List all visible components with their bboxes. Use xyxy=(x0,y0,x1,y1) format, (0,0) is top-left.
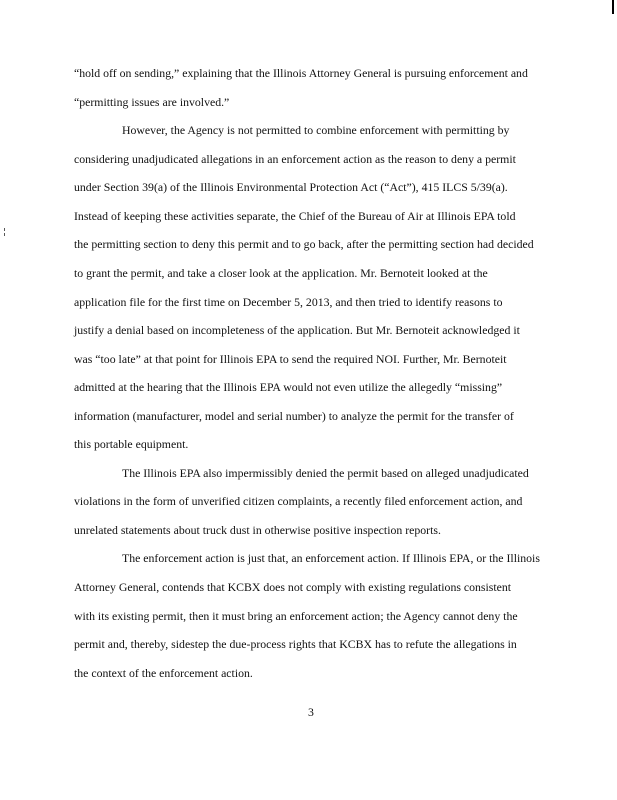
text-line: information (manufacturer, model and serial number) to analyze the permit for the transfer of xyxy=(74,409,514,423)
text-line: However, the Agency is not permitted to combine enforcement with permitting by xyxy=(122,123,510,137)
text-line: admitted at the hearing that the Illinois EPA would not even utilize the allegedly “missing” xyxy=(74,380,503,394)
text-line: unrelated statements about truck dust in otherwise positive inspection reports. xyxy=(74,523,441,537)
text-line: permit and, thereby, sidestep the due-process rights that KCBX has to refute the allegations in xyxy=(74,637,517,651)
text-line: the permitting section to deny this permit and to go back, after the permitting section had decided xyxy=(74,237,534,251)
text-line: violations in the form of unverified citizen complaints, a recently filed enforcement action, and xyxy=(74,494,523,508)
text-line: “permitting issues are involved.” xyxy=(74,95,230,109)
page-number: 3 xyxy=(308,705,314,719)
text-line: justify a denial based on incompleteness of the application. But Mr. Bernoteit acknowledged it xyxy=(74,323,520,337)
scan-mark xyxy=(4,233,5,236)
text-line: “hold off on sending,” explaining that the Illinois Attorney General is pursuing enforcement and xyxy=(74,66,528,80)
scan-edge-mark xyxy=(612,0,614,14)
text-line: Attorney General, contends that KCBX does not comply with existing regulations consistent xyxy=(74,580,512,594)
text-line: was “too late” at that point for Illinois EPA to send the required NOI. Further, Mr. Bernoteit xyxy=(74,352,507,366)
text-line: with its existing permit, then it must bring an enforcement action; the Agency cannot deny the xyxy=(74,609,518,623)
text-line: The enforcement action is just that, an enforcement action. If Illinois EPA, or the Illinois xyxy=(122,551,540,565)
text-line: this portable equipment. xyxy=(74,437,189,451)
text-line: under Section 39(a) of the Illinois Environmental Protection Act (“Act”), 415 ILCS 5/39(a). xyxy=(74,180,508,194)
text-line: The Illinois EPA also impermissibly denied the permit based on alleged unadjudicated xyxy=(122,466,529,480)
scan-mark xyxy=(4,228,5,231)
text-line: Instead of keeping these activities separate, the Chief of the Bureau of Air at Illinois EPA told xyxy=(74,209,516,223)
text-line: application file for the first time on December 5, 2013, and then tried to identify reasons to xyxy=(74,295,503,309)
text-line: to grant the permit, and take a closer look at the application. Mr. Bernoteit looked at the xyxy=(74,266,488,280)
text-line: considering unadjudicated allegations in an enforcement action as the reason to deny a permit xyxy=(74,152,516,166)
text-line: the context of the enforcement action. xyxy=(74,666,253,680)
